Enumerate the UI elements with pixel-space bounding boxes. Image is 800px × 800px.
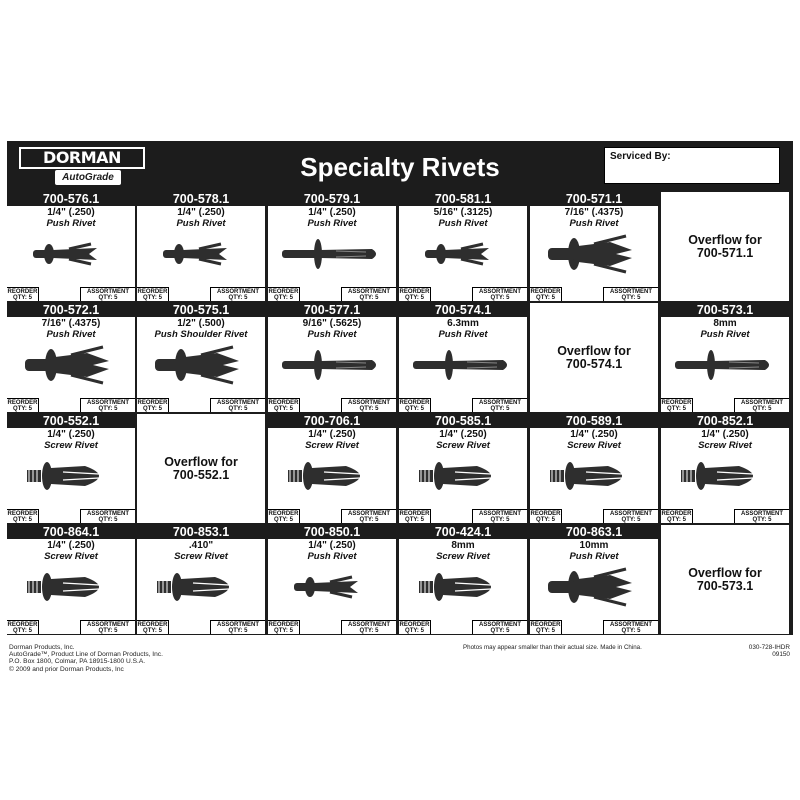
reorder-label: REORDER — [399, 622, 430, 628]
reorder-box — [530, 509, 562, 523]
overflow-part-number: 700-573.1 — [696, 579, 754, 593]
part-number: 700-424.1 — [399, 525, 527, 539]
part-cell — [137, 525, 265, 634]
part-cell — [7, 414, 135, 523]
rivet-type: Screw Rivet — [436, 551, 490, 562]
part-number: 700-852.1 — [661, 414, 789, 428]
rivet-screw-icon — [669, 452, 781, 500]
part-cell — [7, 303, 135, 412]
serviced-by-label: Serviced By: — [610, 151, 671, 162]
part-cell — [661, 303, 789, 412]
part-cell — [268, 303, 396, 412]
assortment-qty: QTY: 5 — [621, 628, 641, 634]
reorder-qty: QTY: 5 — [143, 628, 162, 634]
overflow-label — [137, 456, 265, 482]
rivet-small-push-icon — [276, 563, 388, 611]
rivet-screw-icon — [538, 452, 650, 500]
part-number: 700-853.1 — [137, 525, 265, 539]
assortment-label: ASSORTMENT — [479, 622, 521, 628]
rivet-type: Push Rivet — [569, 218, 619, 229]
reorder-box — [137, 287, 169, 301]
rivet-long-push-icon — [276, 230, 388, 278]
reorder-label: REORDER — [399, 511, 430, 517]
assortment-qty: QTY: 5 — [490, 628, 510, 634]
assortment-label: ASSORTMENT — [741, 400, 783, 406]
part-number: 700-581.1 — [399, 192, 527, 206]
part-cell — [399, 414, 527, 523]
rivet-type: Push Rivet — [307, 329, 357, 340]
reorder-box — [137, 398, 169, 412]
rivet-size: 1/4" (.250) — [47, 540, 95, 551]
assortment-box — [210, 287, 265, 301]
overflow-text: Overflow for — [688, 233, 762, 247]
reorder-label: REORDER — [530, 511, 561, 517]
assortment-qty: QTY: 5 — [490, 517, 510, 523]
reorder-qty: QTY: 5 — [667, 406, 686, 412]
part-number: 700-552.1 — [7, 414, 135, 428]
assortment-box — [603, 620, 658, 634]
assortment-label: ASSORTMENT — [348, 400, 390, 406]
reorder-box — [661, 398, 693, 412]
part-number: 700-863.1 — [530, 525, 658, 539]
assortment-box — [210, 398, 265, 412]
reorder-qty: QTY: 5 — [274, 406, 293, 412]
reorder-qty: QTY: 5 — [405, 295, 424, 301]
part-number: 700-574.1 — [399, 303, 527, 317]
part-cell — [137, 303, 265, 412]
rivet-size: 1/4" (.250) — [308, 540, 356, 551]
reorder-qty: QTY: 5 — [405, 628, 424, 634]
assortment-box — [472, 398, 527, 412]
reorder-box — [7, 398, 39, 412]
overflow-cell — [530, 303, 658, 412]
reorder-label: REORDER — [399, 400, 430, 406]
reorder-label: REORDER — [7, 289, 38, 295]
reorder-box — [7, 620, 39, 634]
rivet-size: 7/16" (.4375) — [564, 207, 624, 218]
reorder-label: REORDER — [137, 289, 168, 295]
reorder-label: REORDER — [268, 289, 299, 295]
parts-grid — [7, 192, 793, 635]
assortment-label: ASSORTMENT — [87, 289, 129, 295]
assortment-qty: QTY: 5 — [752, 406, 772, 412]
overflow-text: Overflow for — [164, 455, 238, 469]
rivet-type: Push Rivet — [46, 329, 96, 340]
assortment-box — [472, 509, 527, 523]
part-number: 700-579.1 — [268, 192, 396, 206]
assortment-qty: QTY: 5 — [359, 295, 379, 301]
reorder-box — [399, 287, 431, 301]
assortment-label: ASSORTMENT — [479, 400, 521, 406]
assortment-label: ASSORTMENT — [348, 511, 390, 517]
part-number: 700-575.1 — [137, 303, 265, 317]
part-number: 700-706.1 — [268, 414, 396, 428]
rivet-size: 1/4" (.250) — [47, 429, 95, 440]
part-cell — [399, 192, 527, 301]
reorder-label: REORDER — [268, 622, 299, 628]
reorder-label: REORDER — [530, 622, 561, 628]
reorder-box — [268, 287, 300, 301]
footer-line: P.O. Box 1800, Colmar, PA 18915-1800 U.S.A. — [9, 658, 146, 666]
catalog-code: 030-728-IHDR — [748, 644, 790, 651]
chart-header — [7, 141, 793, 192]
overflow-cell — [137, 414, 265, 523]
part-cell — [530, 525, 658, 634]
assortment-box — [603, 287, 658, 301]
assortment-label: ASSORTMENT — [87, 622, 129, 628]
reorder-qty: QTY: 5 — [13, 517, 32, 523]
rivet-size: 1/4" (.250) — [701, 429, 749, 440]
rivet-screw-icon — [145, 563, 257, 611]
rivet-assortment-chart — [0, 141, 800, 681]
assortment-box — [734, 509, 789, 523]
footer-line: AutoGrade™, Product Line of Dorman Products, Inc. — [9, 651, 163, 659]
rivet-type: Push Rivet — [176, 218, 226, 229]
part-number: 700-573.1 — [661, 303, 789, 317]
rivet-screw-icon — [15, 452, 127, 500]
reorder-label: REORDER — [661, 400, 692, 406]
footer-line: Dorman Products, Inc. — [9, 644, 75, 651]
rivet-small-push-icon — [407, 230, 519, 278]
rivet-size: 6.3mm — [447, 318, 479, 329]
rivet-type: Screw Rivet — [174, 551, 228, 562]
rivet-type: Push Rivet — [438, 329, 488, 340]
reorder-qty: QTY: 5 — [13, 406, 32, 412]
rivet-big-push-icon — [145, 341, 257, 389]
rivet-type: Push Rivet — [438, 218, 488, 229]
rivet-size: 1/2" (.500) — [177, 318, 225, 329]
overflow-text: Overflow for — [688, 566, 762, 580]
rivet-small-push-icon — [145, 230, 257, 278]
part-number: 700-571.1 — [530, 192, 658, 206]
part-number: 700-585.1 — [399, 414, 527, 428]
part-cell — [530, 192, 658, 301]
assortment-qty: QTY: 5 — [490, 295, 510, 301]
reorder-qty: QTY: 5 — [13, 628, 32, 634]
overflow-part-number: 700-552.1 — [172, 468, 230, 482]
assortment-box — [80, 620, 135, 634]
assortment-qty: QTY: 5 — [490, 406, 510, 412]
part-cell — [7, 525, 135, 634]
part-number: 700-850.1 — [268, 525, 396, 539]
assortment-label: ASSORTMENT — [479, 511, 521, 517]
assortment-label: ASSORTMENT — [348, 289, 390, 295]
assortment-box — [734, 398, 789, 412]
rivet-screw-icon — [15, 563, 127, 611]
rivet-type: Screw Rivet — [698, 440, 752, 451]
assortment-qty: QTY: 5 — [98, 517, 118, 523]
part-number: 700-578.1 — [137, 192, 265, 206]
assortment-box — [472, 287, 527, 301]
assortment-box — [210, 620, 265, 634]
assortment-label: ASSORTMENT — [348, 622, 390, 628]
reorder-box — [137, 620, 169, 634]
reorder-box — [268, 398, 300, 412]
rivet-size: 7/16" (.4375) — [41, 318, 101, 329]
overflow-label — [661, 234, 789, 260]
reorder-label: REORDER — [7, 400, 38, 406]
rivet-size: 5/16" (.3125) — [433, 207, 493, 218]
reorder-qty: QTY: 5 — [274, 517, 293, 523]
rivet-size: 1/4" (.250) — [308, 429, 356, 440]
reorder-qty: QTY: 5 — [143, 295, 162, 301]
rivet-screw-icon — [276, 452, 388, 500]
reorder-box — [7, 287, 39, 301]
reorder-qty: QTY: 5 — [274, 628, 293, 634]
rivet-type: Screw Rivet — [305, 440, 359, 451]
reorder-qty: QTY: 5 — [536, 628, 555, 634]
reorder-label: REORDER — [137, 622, 168, 628]
rivet-size: 9/16" (.5625) — [302, 318, 362, 329]
reorder-qty: QTY: 5 — [13, 295, 32, 301]
part-number: 700-864.1 — [7, 525, 135, 539]
overflow-cell — [661, 192, 789, 301]
reorder-box — [530, 287, 562, 301]
rivet-size: 1/4" (.250) — [570, 429, 618, 440]
reorder-box — [268, 509, 300, 523]
part-number: 700-589.1 — [530, 414, 658, 428]
reorder-label: REORDER — [7, 511, 38, 517]
assortment-box — [80, 287, 135, 301]
part-cell — [530, 414, 658, 523]
part-cell — [7, 192, 135, 301]
rivet-size: 8mm — [451, 540, 475, 551]
rivet-size: 8mm — [713, 318, 737, 329]
reorder-box — [7, 509, 39, 523]
rivet-big-push-icon — [538, 230, 650, 278]
rivet-type: Screw Rivet — [567, 440, 621, 451]
footer-code — [749, 644, 790, 658]
assortment-qty: QTY: 5 — [752, 517, 772, 523]
assortment-qty: QTY: 5 — [359, 628, 379, 634]
footer-line: © 2009 and prior Dorman Products, Inc — [9, 665, 124, 673]
assortment-qty: QTY: 5 — [98, 295, 118, 301]
rivet-type: Screw Rivet — [44, 440, 98, 451]
overflow-cell — [661, 525, 789, 634]
assortment-box — [80, 398, 135, 412]
assortment-box — [341, 509, 396, 523]
reorder-qty: QTY: 5 — [405, 517, 424, 523]
part-number: 700-576.1 — [7, 192, 135, 206]
serviced-by-box — [604, 147, 780, 184]
reorder-label: REORDER — [268, 511, 299, 517]
rivet-size: 1/4" (.250) — [439, 429, 487, 440]
rivet-size: 1/4" (.250) — [47, 207, 95, 218]
rivet-type: Screw Rivet — [44, 551, 98, 562]
rivet-big-push-icon — [538, 563, 650, 611]
rivet-screw-icon — [407, 452, 519, 500]
assortment-qty: QTY: 5 — [228, 406, 248, 412]
rivet-type: Push Rivet — [307, 218, 357, 229]
rivet-long-push-icon — [669, 341, 781, 389]
reorder-label: REORDER — [661, 511, 692, 517]
rivet-small-push-icon — [15, 230, 127, 278]
assortment-box — [80, 509, 135, 523]
reorder-box — [661, 509, 693, 523]
assortment-qty: QTY: 5 — [621, 517, 641, 523]
assortment-qty: QTY: 5 — [98, 628, 118, 634]
overflow-label — [661, 567, 789, 593]
assortment-qty: QTY: 5 — [228, 628, 248, 634]
part-number: 700-577.1 — [268, 303, 396, 317]
assortment-box — [472, 620, 527, 634]
assortment-label: ASSORTMENT — [217, 400, 259, 406]
reorder-label: REORDER — [399, 289, 430, 295]
rivet-long-push-icon — [276, 341, 388, 389]
reorder-box — [268, 620, 300, 634]
footer-address — [9, 644, 163, 673]
reorder-qty: QTY: 5 — [667, 517, 686, 523]
overflow-part-number: 700-574.1 — [565, 357, 623, 371]
assortment-label: ASSORTMENT — [87, 400, 129, 406]
assortment-box — [341, 398, 396, 412]
overflow-label — [530, 345, 658, 371]
assortment-qty: QTY: 5 — [359, 517, 379, 523]
rivet-type: Screw Rivet — [436, 440, 490, 451]
rivet-size: 10mm — [579, 540, 609, 551]
assortment-label: ASSORTMENT — [610, 289, 652, 295]
rivet-size: 1/4" (.250) — [177, 207, 225, 218]
part-cell — [268, 192, 396, 301]
chart-title: Specialty Rivets — [300, 152, 500, 182]
reorder-box — [399, 398, 431, 412]
assortment-box — [603, 509, 658, 523]
reorder-label: REORDER — [530, 289, 561, 295]
rivet-type: Push Rivet — [700, 329, 750, 340]
reorder-box — [399, 509, 431, 523]
overflow-text: Overflow for — [557, 344, 631, 358]
footer-disclaimer: Photos may appear smaller than their actual size. Made in China. — [463, 644, 642, 651]
reorder-qty: QTY: 5 — [143, 406, 162, 412]
assortment-label: ASSORTMENT — [610, 622, 652, 628]
reorder-qty: QTY: 5 — [274, 295, 293, 301]
assortment-box — [341, 620, 396, 634]
rivet-big-push-icon — [15, 341, 127, 389]
overflow-part-number: 700-571.1 — [696, 246, 754, 260]
assortment-label: ASSORTMENT — [479, 289, 521, 295]
rivet-type: Push Rivet — [307, 551, 357, 562]
rivet-type: Push Shoulder Rivet — [154, 329, 248, 340]
assortment-qty: QTY: 5 — [359, 406, 379, 412]
rivet-size: 1/4" (.250) — [308, 207, 356, 218]
rivet-type: Push Rivet — [46, 218, 96, 229]
rivet-long-push-icon — [407, 341, 519, 389]
part-cell — [399, 303, 527, 412]
reorder-qty: QTY: 5 — [405, 406, 424, 412]
reorder-label: REORDER — [7, 622, 38, 628]
reorder-box — [530, 620, 562, 634]
reorder-qty: QTY: 5 — [536, 517, 555, 523]
reorder-box — [399, 620, 431, 634]
part-cell — [268, 525, 396, 634]
part-cell — [661, 414, 789, 523]
brand-subline: AutoGrade — [55, 170, 121, 185]
brand-name: DORMAN — [21, 149, 143, 167]
part-cell — [137, 192, 265, 301]
assortment-label: ASSORTMENT — [87, 511, 129, 517]
catalog-code-2: 09150 — [772, 651, 790, 659]
assortment-label: ASSORTMENT — [610, 511, 652, 517]
part-cell — [268, 414, 396, 523]
assortment-label: ASSORTMENT — [217, 622, 259, 628]
rivet-size: .410" — [188, 540, 214, 551]
rivet-type: Push Rivet — [569, 551, 619, 562]
reorder-qty: QTY: 5 — [536, 295, 555, 301]
part-number: 700-572.1 — [7, 303, 135, 317]
part-cell — [399, 525, 527, 634]
assortment-qty: QTY: 5 — [98, 406, 118, 412]
assortment-qty: QTY: 5 — [228, 295, 248, 301]
rivet-screw-icon — [407, 563, 519, 611]
assortment-qty: QTY: 5 — [621, 295, 641, 301]
assortment-label: ASSORTMENT — [741, 511, 783, 517]
assortment-label: ASSORTMENT — [217, 289, 259, 295]
reorder-label: REORDER — [268, 400, 299, 406]
reorder-label: REORDER — [137, 400, 168, 406]
assortment-box — [341, 287, 396, 301]
